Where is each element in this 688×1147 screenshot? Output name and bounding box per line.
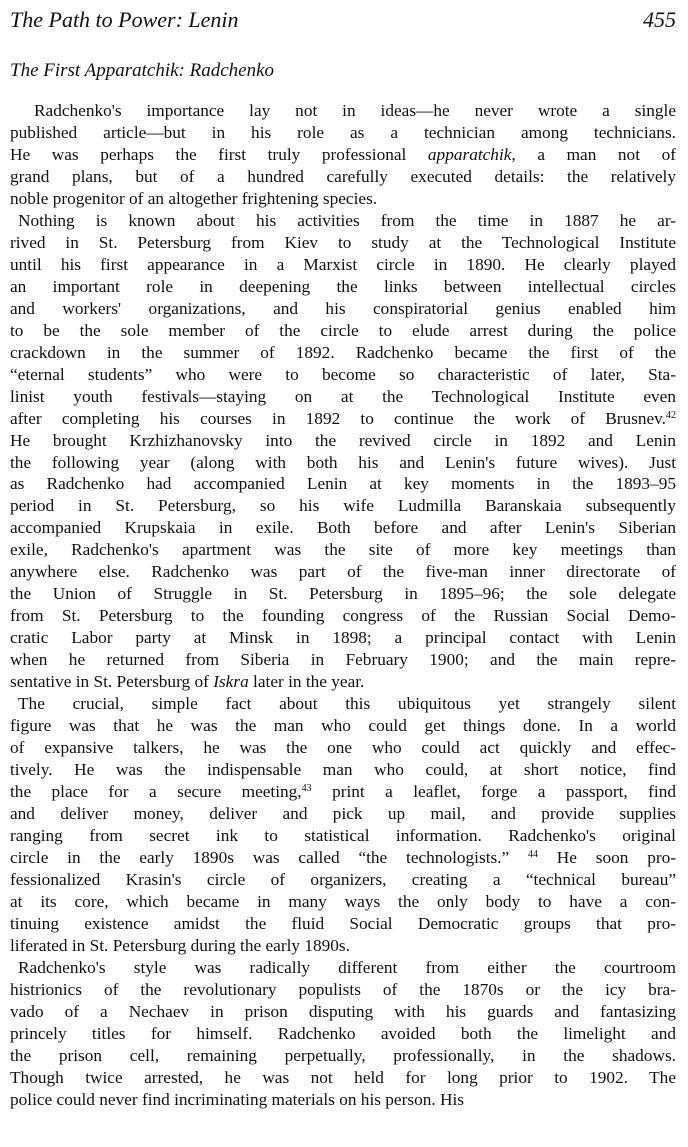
text-line: linist youth festivals—staying on at the Technological Institute even [10,386,676,406]
emphasis: Iskra [213,672,249,692]
text-line: He was perhaps the first truly professional apparatchik, a man not of [10,144,676,164]
text-line: period in St. Petersburg, so his wife Ludmilla Baranskaia subsequently [10,496,676,516]
running-head [10,6,676,34]
text-line: when he returned from Siberia in February 1900; and the main repre- [10,650,676,670]
section-heading: The First Apparatchik: Radchenko [10,60,275,81]
text-line: sentative in St. Petersburg of Iskra later in the year. [10,672,365,692]
text-line: published article—but in his role as a technician among technicians. [10,122,676,142]
text-line: vado of a Nechaev in prison disputing with his guards and fantasizing [10,1001,676,1021]
text-line: He brought Krzhizhanovsky into the revived circle in 1892 and Lenin [10,430,676,450]
paragraph [10,100,676,210]
text-line: the place for a secure meeting,$^{43}$ print a leaflet, forge a passport, find [10,782,676,802]
text-line: princely titles for himself. Radchenko avoided both the limelight and [10,1023,676,1043]
text-line: crackdown in the summer of 1892. Radchenko became the first of the [10,342,676,362]
text-line: The crucial, simple fact about this ubiquitous yet strangely silent [18,694,676,714]
running-title: The Path to Power: Lenin [10,7,239,32]
text-line: cratic Labor party at Minsk in 1898; a principal contact with Lenin [10,628,676,648]
text-line: anywhere else. Radchenko was part of the five-man inner directorate of [10,562,676,582]
text-line: police could never find incriminating materials on his person. His [10,1089,465,1109]
text-line: Radchenko's importance lay not in ideas—he never wrote a single [34,101,676,120]
text-line: fessionalized Krasin's circle of organizers, creating a “technical bureau” [10,869,676,889]
text-line: circle in the early 1890s was called “the technologists.” $^{44}$ He soon pro- [10,847,676,867]
emphasis: apparatchik [427,144,512,164]
text-line: Nothing is known about his activities from the time in 1887 he ar- [18,210,676,230]
text-line: grand plans, but of a hundred carefully executed details: the relatively [10,166,676,186]
text-line: an important role in deepening the links between intellectual circles [10,276,676,296]
text-line: Radchenko's style was radically different from either the courtroom [18,957,676,977]
text-line: after completing his courses in 1892 to continue the work of Brusnev.$^{42}$ [10,408,676,428]
text-line: as Radchenko had accompanied Lenin at key moments in the 1893–95 [10,474,676,494]
text-line: “eternal students” who were to become so characteristic of later, Sta- [10,364,676,384]
text-line: the following year (along with both his and Lenin's future wives). Just [10,452,676,472]
text-line: and deliver money, deliver and pick up mail, and provide supplies [10,804,676,823]
text-line: Though twice arrested, he was not held for long prior to 1902. The [10,1067,676,1087]
paragraph [10,693,676,957]
text-line: to be the sole member of the circle to elude arrest during the police [10,320,676,340]
footnote-ref: 42 [666,409,676,421]
footnote-ref: 43 [301,783,312,795]
paragraph [10,957,676,1111]
text-line: figure was that he was the man who could get things done. In a world [10,716,676,736]
text-line: histrionics of the revolutionary populists of the 1870s or the icy bra- [10,979,676,999]
text-line: liferated in St. Petersburg during the early 1890s. [10,935,350,955]
text-line: the Union of Struggle in St. Petersburg in 1895–96; the sole delegate [10,584,676,604]
paragraph [10,210,676,693]
text-line: at its core, which became in many ways the only body to have a con- [10,891,676,911]
footnote-ref: 44 [528,848,539,860]
text-line: until his first appearance in a Marxist circle in 1890. He clearly played [10,254,676,274]
text-line: from St. Petersburg to the founding congress of the Russian Social Demo- [10,606,676,626]
text-line: accompanied Krupskaia in exile. Both before and after Lenin's Siberian [10,518,676,538]
text-line: tinuing existence amidst the fluid Social Democratic groups that pro- [10,913,676,933]
text-line: of expansive talkers, he was the one who could act quickly and effec- [10,738,676,758]
text-line: the prison cell, remaining perpetually, professionally, in the shadows. [10,1045,676,1065]
page-number: 455 [643,7,676,32]
body-text [10,100,676,1111]
text-line: noble progenitor of an altogether frightening species. [10,188,378,208]
text-line: ranging from secret ink to statistical information. Radchenko's original [10,825,676,845]
text-line: and workers' organizations, and his conspiratorial genius enabled him [10,298,676,318]
text-line: tively. He was the indispensable man who could, at short notice, find [10,760,676,780]
text-line: exile, Radchenko's apartment was the site of more key meetings than [10,540,676,560]
text-line: rived in St. Petersburg from Kiev to study at the Technological Institute [10,232,676,252]
